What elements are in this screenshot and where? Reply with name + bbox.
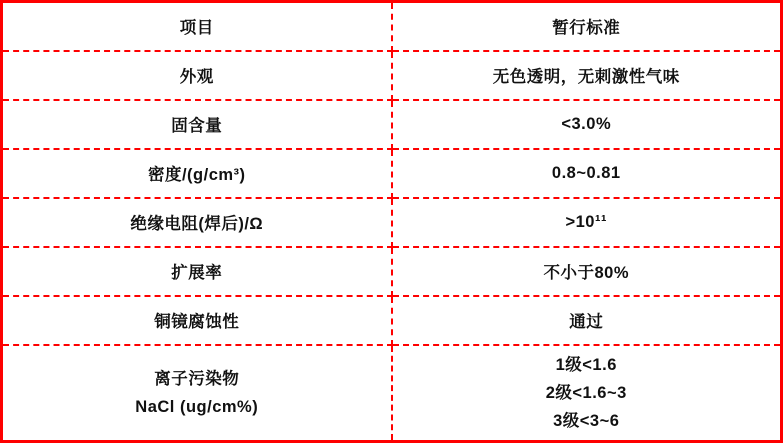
cell-line: 离子污染物 bbox=[154, 369, 240, 388]
cell-item bbox=[2, 345, 392, 442]
cell-line: NaCl (ug/cm%) bbox=[135, 397, 259, 416]
table-row bbox=[2, 51, 782, 100]
table-row bbox=[2, 296, 782, 345]
cell-standard: 无色透明，无刺激性气味 bbox=[392, 51, 782, 100]
cell-line: 2级<1.6~3 bbox=[545, 383, 627, 402]
cell-item: 铜镜腐蚀性 bbox=[2, 296, 392, 345]
cell-line: 3级<3~6 bbox=[553, 411, 620, 430]
table-row bbox=[2, 345, 782, 442]
table-row bbox=[2, 247, 782, 296]
cell-item: 绝缘电阻(焊后)/Ω bbox=[2, 198, 392, 247]
cell-line: 1级<1.6 bbox=[555, 355, 617, 374]
cell-item: 密度/(g/cm³) bbox=[2, 149, 392, 198]
cell-standard: <3.0% bbox=[392, 100, 782, 149]
table-row bbox=[2, 198, 782, 247]
cell-item: 扩展率 bbox=[2, 247, 392, 296]
cell-standard: 不小于80% bbox=[392, 247, 782, 296]
table-row bbox=[2, 100, 782, 149]
cell-standard bbox=[392, 345, 782, 442]
cell-standard: >10¹¹ bbox=[392, 198, 782, 247]
table-header-row bbox=[2, 2, 782, 51]
cell-item: 固含量 bbox=[2, 100, 392, 149]
header-cell-item: 项目 bbox=[2, 2, 392, 51]
cell-standard: 通过 bbox=[392, 296, 782, 345]
table-row bbox=[2, 149, 782, 198]
cell-standard: 0.8~0.81 bbox=[392, 149, 782, 198]
header-cell-standard: 暂行标准 bbox=[392, 2, 782, 51]
cell-item: 外观 bbox=[2, 51, 392, 100]
